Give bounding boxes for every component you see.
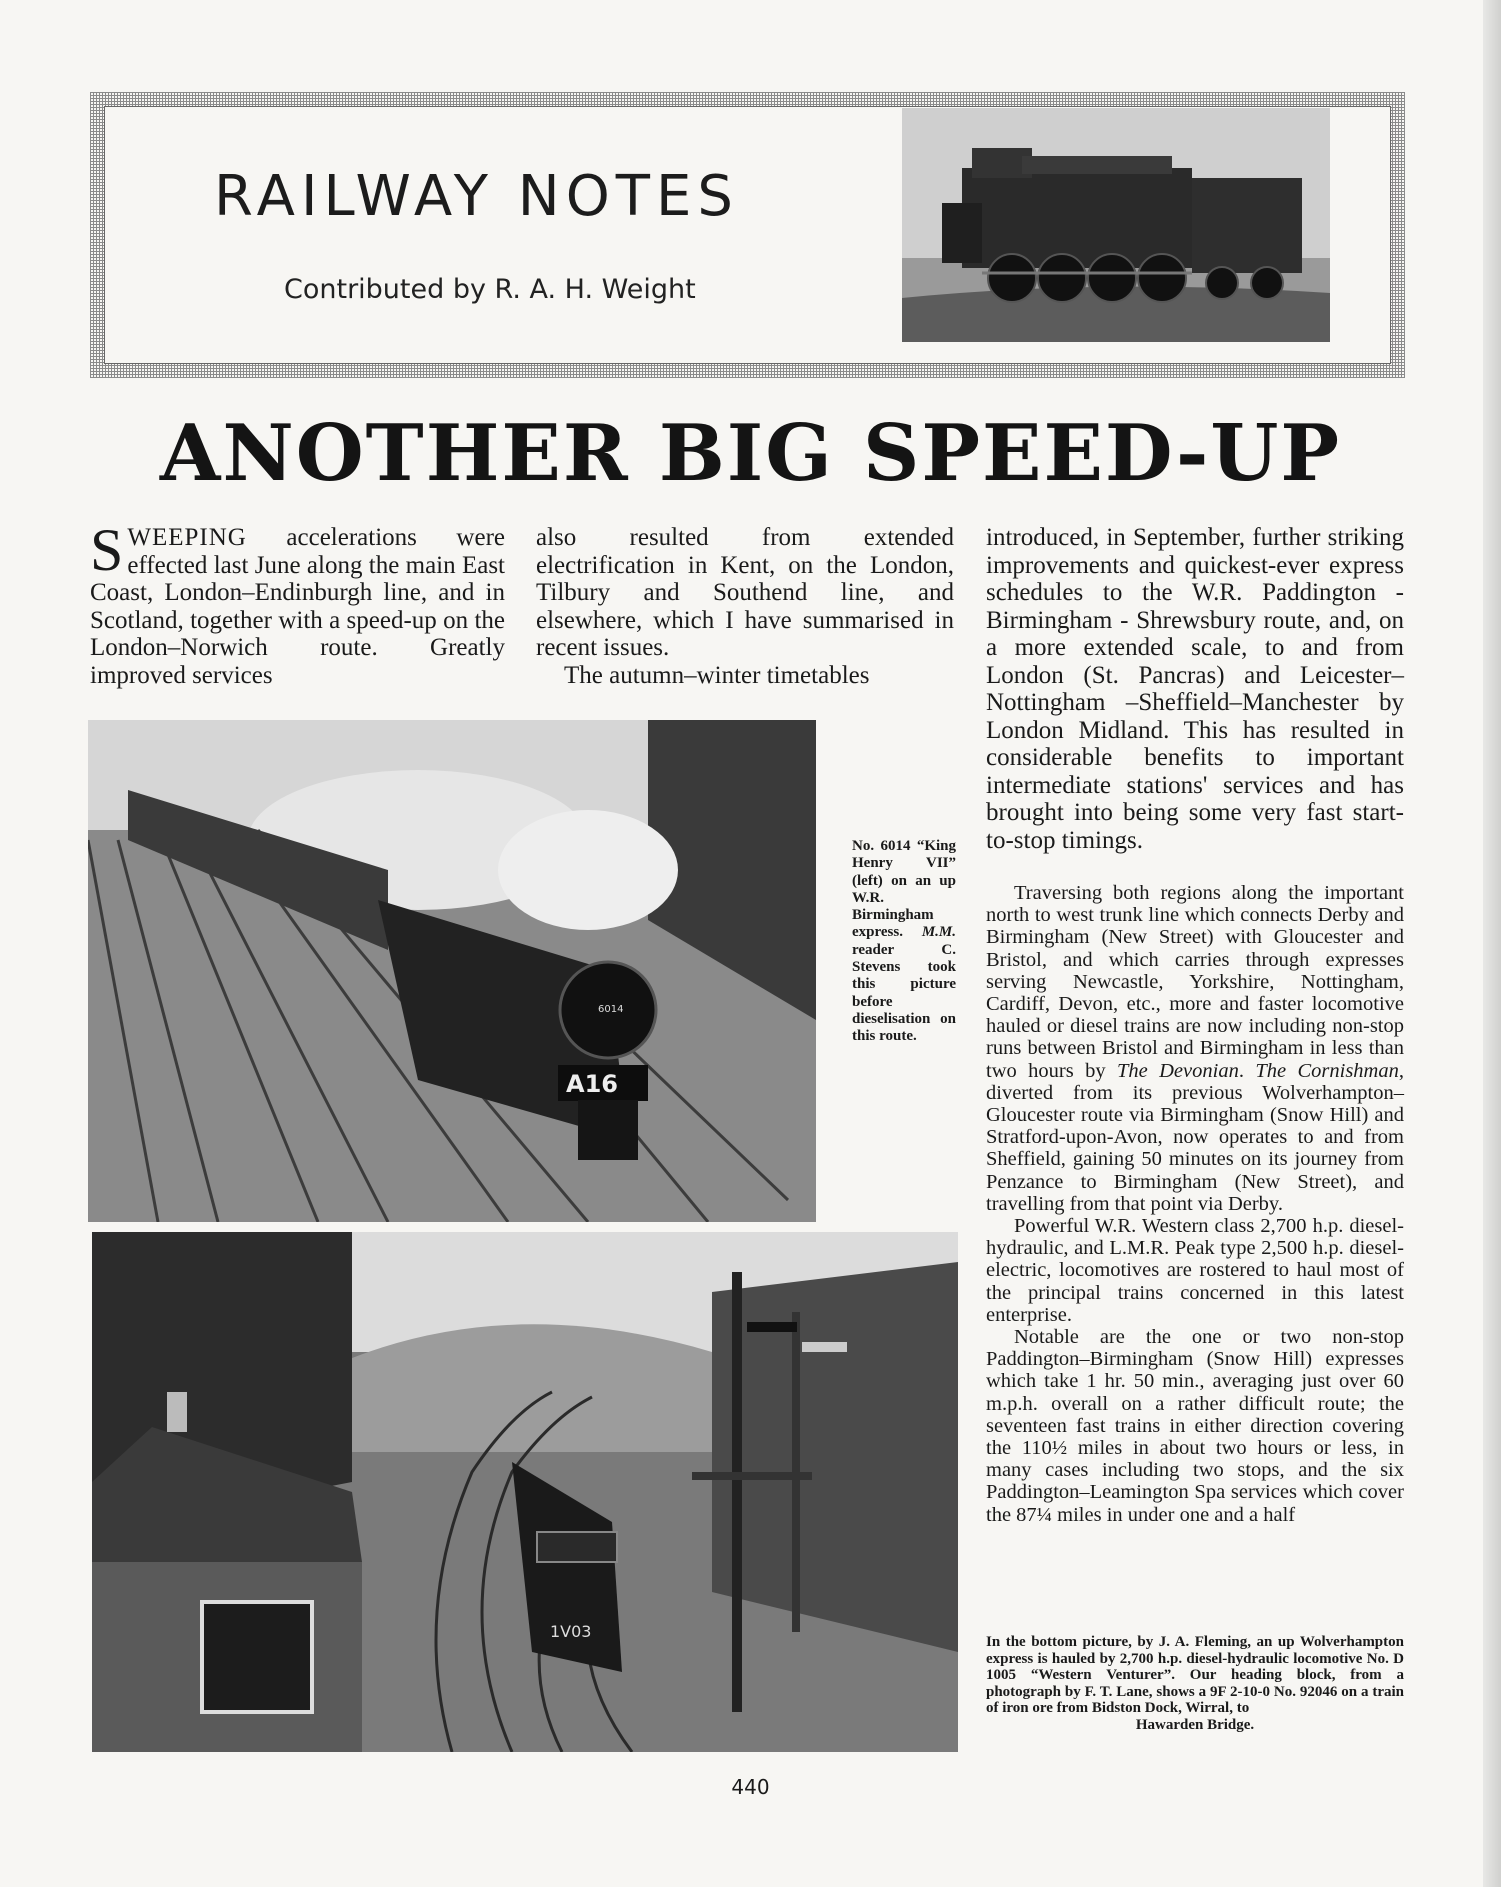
- traversing-text: Traversing both regions along the important north to west trunk line which connects Derby and Birmingham (New Street) with Gloucester and Bristol, and which carries through expresses serving Newcastle, Yorkshire, Nottingham, Cardiff, Devon, etc., more and faster locomotive hauled or diesel trains are now including non-stop runs between Bristol and Birmingham in less than two hours by: [986, 882, 1404, 1082]
- paragraph-powerful: Powerful W.R. Western class 2,700 h.p. diesel-hydraulic, and L.M.R. Peak type 2,500 h.p. diesel-electric, locomotives are rostered to haul most of the principal trains concerned in this latest enterprise.: [986, 1215, 1404, 1326]
- paragraph-continued: also resulted from extended electrification in Kent, on the London, Tilbury and Southend line, and elsewhere, which I have summarised in recent issues.: [536, 524, 954, 661]
- paragraph-traversing: [986, 882, 1404, 1215]
- caption-photo-2: [986, 1634, 1404, 1733]
- train-name-devonian: The Devonian: [1116, 1059, 1239, 1082]
- photo-western-venturer-diesel: [92, 1232, 958, 1752]
- header-photo-steam-locomotive: [902, 108, 1330, 342]
- headcode-board: A16: [566, 1070, 618, 1098]
- contributor-line: Contributed by R. A. H. Weight: [284, 274, 696, 305]
- paragraph-1-text: accelerations were effected last June along the main East Coast, London–Endinburgh line, and in Scotland, together with a speed-up on the London–Norwich route. Greatly improved services: [90, 524, 505, 689]
- separator: .: [1238, 1059, 1256, 1082]
- paragraph-notable: Notable are the one or two non-stop Paddington–Birmingham (Snow Hill) expresses which take 1 hr. 50 min., averaging just over 60 m.p.h. overall on a rather difficult route; the seventeen fast trains in either direction covering the 110½ miles in about two hours or less, in many cases including two stops, and the six Paddington–Leamington Spa services which cover the 87¼ miles in under one and a half: [986, 1326, 1404, 1526]
- first-word: WEEPING: [127, 524, 247, 551]
- article-headline: ANOTHER BIG SPEED-UP: [159, 408, 1342, 499]
- caption-1-text-b: reader C. Stevens took this picture before dieselisation on this route.: [852, 941, 956, 1045]
- diesel-headcode: 1V03: [550, 1622, 592, 1641]
- caption-2-last-line: Hawarden Bridge.: [1135, 1716, 1255, 1733]
- caption-1-text-a: No. 6014 “King Henry VII” (left) on an up W.R. Birmingham express.: [852, 838, 956, 941]
- smokebox-number-plate: 6014: [598, 1004, 624, 1015]
- column-3-body: [986, 882, 1404, 1526]
- column-1: [90, 517, 505, 689]
- drop-cap: S: [90, 517, 124, 583]
- paragraph-timetables: The autumn–winter timetables: [564, 661, 870, 689]
- train-name-cornishman: The Cornishman: [1255, 1059, 1399, 1082]
- section-title: RAILWAY NOTES: [214, 164, 739, 229]
- column-3-top: [986, 524, 1404, 854]
- page-edge: [1483, 0, 1501, 1887]
- paragraph-1: [90, 517, 505, 689]
- caption-photo-1: [852, 838, 956, 1046]
- paragraph-introduced: introduced, in September, further striking improvements and quickest-ever express schedules to the W.R. Paddington - Birmingham - Shrewsbury route, and, on a more extended scale, to and from London (St. Pancras) and Leicester–Nottingham –Sheffield–Manchester by London Midland. This has resulted in considerable benefits to important intermediate stations' services and has brought into being some very fast start-to-stop timings.: [986, 524, 1404, 854]
- cornishman-text: , diverted from its previous Wolverhampton–Gloucester route via Birmingham (Snow Hill) and Stratford-upon-Avon, now operates to and from Sheffield, gaining 50 minutes on its journey from Penzance to Birmingham (New Street), and travelling from that point via Derby.: [986, 1059, 1404, 1215]
- photo-king-henry-vii-express: [88, 720, 816, 1222]
- page-number: 440: [731, 1775, 770, 1799]
- column-2: [536, 524, 954, 689]
- caption-2-text: In the bottom picture, by J. A. Fleming, an up Wolverhampton express is hauled by 2,700 h.p. diesel-hydraulic locomotive No. D 1005 “Western Venturer”. Our heading block, from a photograph by F. T. Lane, shows a 9F 2-10-0 No. 92046 on a train of iron ore from Bidston Dock, Wirral, to: [986, 1634, 1404, 1716]
- magazine-abbrev: M.M.: [921, 924, 956, 941]
